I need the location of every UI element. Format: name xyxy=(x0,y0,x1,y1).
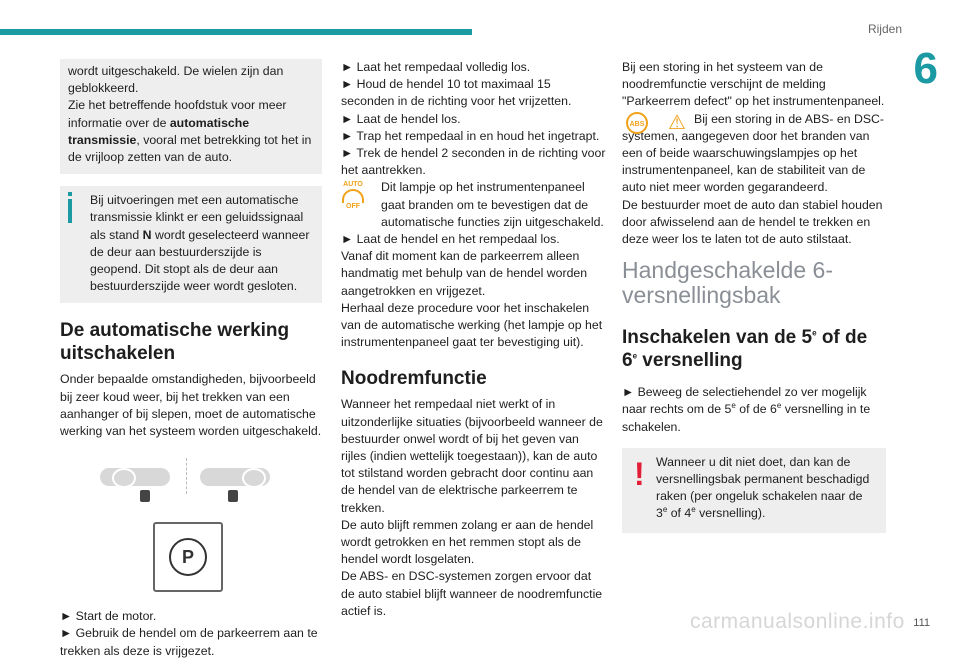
warning-text: Wanneer u dit niet doet, dan kan de versnellingsbak permanent beschadigd raken (per ongeluk schakelen naar de 3e of 4e versnelling). xyxy=(656,454,870,521)
step: ► Start de motor. xyxy=(60,609,157,624)
divider xyxy=(186,458,187,494)
column-2 xyxy=(341,59,607,620)
para: Herhaal deze procedure voor het inschakelen van de automatische werking (het lampje op het instrumentenpaneel gaat ter bevestiging uit). xyxy=(341,300,603,350)
box-text: wordt uitgeschakeld. De wielen zijn dan geblokkeerd. Zie het betreffende hoofdstuk voor meer informatie over de automatische transmissie, vooral met betrekking tot het in de vrijloop zetten van de auto. xyxy=(68,64,312,165)
parking-brake-icon: P xyxy=(169,538,207,576)
heading-manual-gearbox: Handgeschakelde 6-versnellingsbak xyxy=(622,257,833,309)
step: ► Laat de hendel los. xyxy=(341,111,461,126)
auto-off-text: Dit lampje op het instrumentenpaneel gaat branden om te bevestigen dat de automatische functies zijn uitgeschakeld. xyxy=(381,180,604,229)
parking-brake-button xyxy=(153,522,223,592)
para-disable-auto: Onder bepaalde omstandigheden, bijvoorbeeld bij zeer koud weer, bij het trekken van een aanhanger of bij slepen, moet de automatische werking van het systeem worden uitgeschakeld. xyxy=(60,372,322,439)
info-note-text: Bij uitvoeringen met een automatische transmissie klinkt er een geluidssignaal als stand N wordt geselecteerd wanneer de deur aan bestuurderszijde is geopend. Dit stopt als de deur aan bestuurderszijde weer wordt gesloten. xyxy=(90,193,310,294)
step: ► Trap het rempedaal in en houd het ingetrapt. xyxy=(341,128,600,143)
step: ► Beweeg de selectiehendel zo ver mogelijk naar rechts om de 5e of de 6e versnelling in te schakelen. xyxy=(622,385,871,434)
step: ► Laat de hendel en het rempedaal los. xyxy=(341,232,560,247)
para-driver: De bestuurder moet de auto dan stabiel houden door afwisselend aan de hendel te trekken en deze weer los te laten tot de auto stilstaat. xyxy=(622,197,883,247)
para-fault: Bij een storing in het systeem van de noodremfunctie verschijnt de melding "Parkeerrem defect" op het instrumentenpaneel. xyxy=(622,60,885,109)
info-note xyxy=(60,186,322,303)
top-accent-bar xyxy=(0,29,472,35)
auto-off-note xyxy=(341,179,607,231)
heading-disable-auto: De automatische werking uitschakelen xyxy=(60,320,290,365)
warning-note xyxy=(622,448,886,533)
dsc-warning-icon: ⚠ xyxy=(668,111,686,134)
step: ► Houd de hendel 10 tot maximaal 15 seconden in de richting voor het vrijzetten. xyxy=(341,77,572,109)
para-emergency: De ABS- en DSC-systemen zorgen ervoor dat de auto stabiel blijft wanneer de noodremfunctie actief is. xyxy=(341,569,603,618)
auto-off-icon: AUTO OFF xyxy=(343,181,363,211)
lever-icon xyxy=(140,490,150,502)
column-3 xyxy=(622,59,886,545)
step: ► Trek de hendel 2 seconden in de richting voor het aantrekken. xyxy=(341,146,606,178)
heading-emergency: Noodremfunctie xyxy=(341,368,487,390)
abs-text: Bij een storing in de ABS- en DSC-systemen, aangegeven door het branden van een of beide waarschuwingslampjes op het instrumentenpaneel, kan de stabiliteit van de auto niet meer worden gegarandeerd. xyxy=(622,111,885,195)
para-emergency: De auto blijft remmen zolang er aan de hendel wordt getrokken en het remmen stopt als de hendel wordt losgelaten. xyxy=(341,517,594,567)
abs-dsc-note xyxy=(622,111,886,197)
page-number: 111 xyxy=(913,617,930,629)
para-emergency: Wanneer het rempedaal niet werkt of in uitzonderlijke situaties (bijvoorbeeld wanneer de bestuurder onwel wordt of bij het geven van rijles (indien wettelijk toegestaan)), kan de auto tot stilstand worden gebracht door continu aan de hendel van de elektrische parkeerrem te trekken. xyxy=(341,397,603,515)
chapter-number: 6 xyxy=(913,44,938,93)
step: ► Gebruik de hendel om de parkeerrem aan te trekken als deze is vrijgezet. xyxy=(60,626,318,658)
para: Vanaf dit moment kan de parkeerrem alleen handmatig met behulp van de hendel worden aangetrokken en vrijgezet. xyxy=(341,249,588,298)
abs-warning-icon: ABS xyxy=(626,112,648,134)
parking-brake-diagram xyxy=(60,450,322,600)
warning-icon: ! xyxy=(634,455,645,492)
info-icon xyxy=(68,199,72,223)
column-1 xyxy=(60,59,322,660)
watermark: carmanualsonline.info xyxy=(690,610,905,633)
lever-icon xyxy=(228,490,238,502)
step: ► Laat het rempedaal volledig los. xyxy=(341,60,531,74)
section-title: Rijden xyxy=(867,22,902,36)
info-box-transmission xyxy=(60,59,322,174)
heading-gear-engage: Inschakelen van de 5e of de 6e versnelling xyxy=(622,327,868,372)
